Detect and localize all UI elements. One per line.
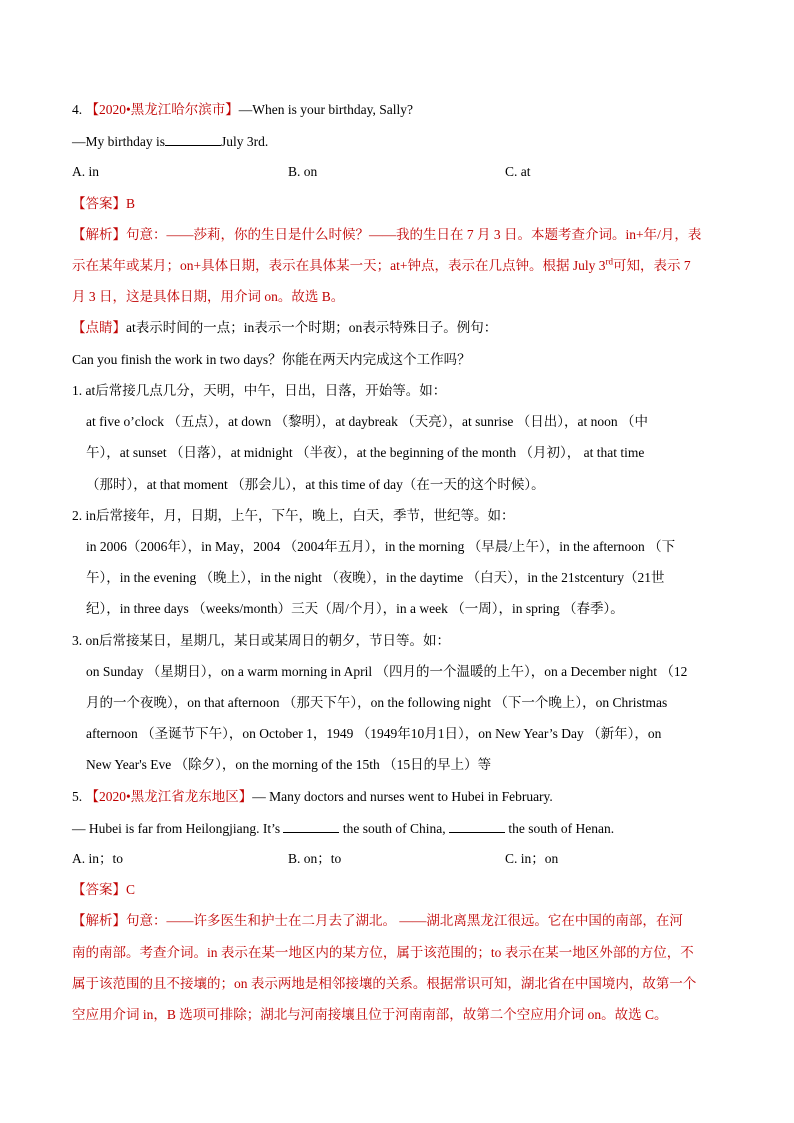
q4-analysis-line1: 【解析】句意：——莎莉，你的生日是什么时候？——我的生日在 7 月 3 日。本题考查介词。in+年/月，表 (72, 227, 702, 242)
q4-answer: 【答案】B (72, 196, 136, 211)
q4-option-a: A. in (72, 164, 99, 179)
on-section-line: New Year's Eve （除夕），on the morning of the 15th （15日的早上）等 (86, 757, 492, 772)
q4-tip-label: 【点睛】 (72, 320, 126, 335)
q4-question-line (72, 100, 413, 120)
q5-line2-c: the south of Henan. (508, 821, 615, 836)
q4-analysis-line2 (72, 256, 691, 276)
on-section-line: afternoon （圣诞节下午），on October 1，1949 （1949年10月1日），on New Year’s Day （新年），on (86, 726, 662, 741)
q5-analysis-line: 南的南部。考查介词。in 表示在某一地区内的某方位，属于该范围的；to 表示在某一地区外部的方位，不 (72, 945, 694, 960)
q4-tip-text: at表示时间的一点；in表示一个时期；on表示特殊日子。例句： (126, 320, 498, 335)
q5-number: 5. (72, 789, 83, 804)
q5-blank-1 (283, 818, 339, 833)
at-section-line: at five o’clock （五点），at down （黎明），at daybreak （天亮），at sunrise （日出），at noon （中 (86, 414, 649, 429)
q4-source: 【2020•黑龙江哈尔滨市】 (85, 102, 239, 117)
q4-question: —When is your birthday, Sally? (238, 102, 413, 117)
at-section-heading: 1. at后常接几点几分，天明，中午，日出，日落，开始等。如： (72, 383, 447, 398)
q5-option-b: B. on；to (288, 851, 342, 866)
q4-option-c: C. at (505, 164, 531, 179)
q5-answer: 【答案】C (72, 882, 136, 897)
q5-analysis-line: 【解析】句意：——许多医生和护士在二月去了湖北。 ——湖北离黑龙江很远。它在中国的南部，在河 (72, 913, 683, 928)
q5-question: — Many doctors and nurses went to Hubei in February. (252, 789, 553, 804)
q5-line2-a: — Hubei is far from Heilongjiang. It’s (72, 821, 281, 836)
q5-question-line (72, 787, 553, 807)
on-section-line: 月的一个夜晚），on that afternoon （那天下午），on the following night （下一个晚上），on Christmas (86, 695, 668, 710)
q5-option-a: A. in；to (72, 851, 124, 866)
in-section-line: 纪），in three days （weeks/month）三天（周/个月），in a week （一周），in spring （春季）。 (86, 601, 624, 616)
q4-analysis-line3: 月 3 日，这是具体日期，用介词 on。故选 B。 (72, 289, 345, 304)
q4-line2-start: —My birthday is (72, 134, 165, 149)
on-section-line: on Sunday （星期日），on a warm morning in April （四月的一个温暖的上午），on a December night （12 (86, 664, 688, 679)
q4-answer-line (72, 131, 268, 151)
in-section-line: in 2006（2006年），in May，2004 （2004年五月），in the morning （早晨/上午），in the afternoon （下 (86, 539, 676, 554)
q5-option-c: C. in；on (505, 851, 559, 866)
on-section-heading: 3. on后常接某日，星期几，某日或某周日的朝夕，节日等。如： (72, 633, 450, 648)
q4-number: 4. (72, 102, 83, 117)
in-section-line: 午），in the evening （晚上），in the night （夜晚），in the daytime （白天），in the 21stcentury（21世 (86, 570, 665, 585)
q5-analysis-line: 空应用介词 in，B 选项可排除；湖北与河南接壤且位于河南南部，故第二个空应用介词 on。故选 C。 (72, 1007, 668, 1022)
q4-option-b: B. on (288, 164, 318, 179)
q4-example: Can you finish the work in two days？你能在两天内完成这个工作吗？ (72, 352, 471, 367)
q5-answer-line (72, 818, 614, 838)
q4-analysis-line2-a: 示在某年或某月；on+具体日期，表示在具体某一天；at+钟点，表示在几点钟。根据 July 3 (72, 258, 606, 273)
q4-line2-end: July 3rd. (221, 134, 269, 149)
at-section-line: 午），at sunset （日落），at midnight （半夜），at the beginning of the month （月初）， at that time (86, 445, 645, 460)
q5-source: 【2020•黑龙江省龙东地区】 (85, 789, 253, 804)
q4-tip (72, 318, 497, 338)
q5-line2-b: the south of China, (342, 821, 446, 836)
q4-analysis-sup: rd (605, 256, 613, 267)
q5-analysis-line: 属于该范围的且不接壤的；on 表示两地是相邻接壤的关系。根据常识可知，湖北省在中国境内，故第一个 (72, 976, 697, 991)
at-section-line: （那时），at that moment （那会儿），at this time of day（在一天的这个时候）。 (86, 477, 545, 492)
in-section-heading: 2. in后常接年，月，日期，上午，下午，晚上，白天，季节，世纪等。如： (72, 508, 515, 523)
q4-blank (165, 131, 221, 146)
q4-analysis-line2-b: 可知，表示 7 (612, 258, 691, 273)
q5-blank-2 (449, 818, 505, 833)
